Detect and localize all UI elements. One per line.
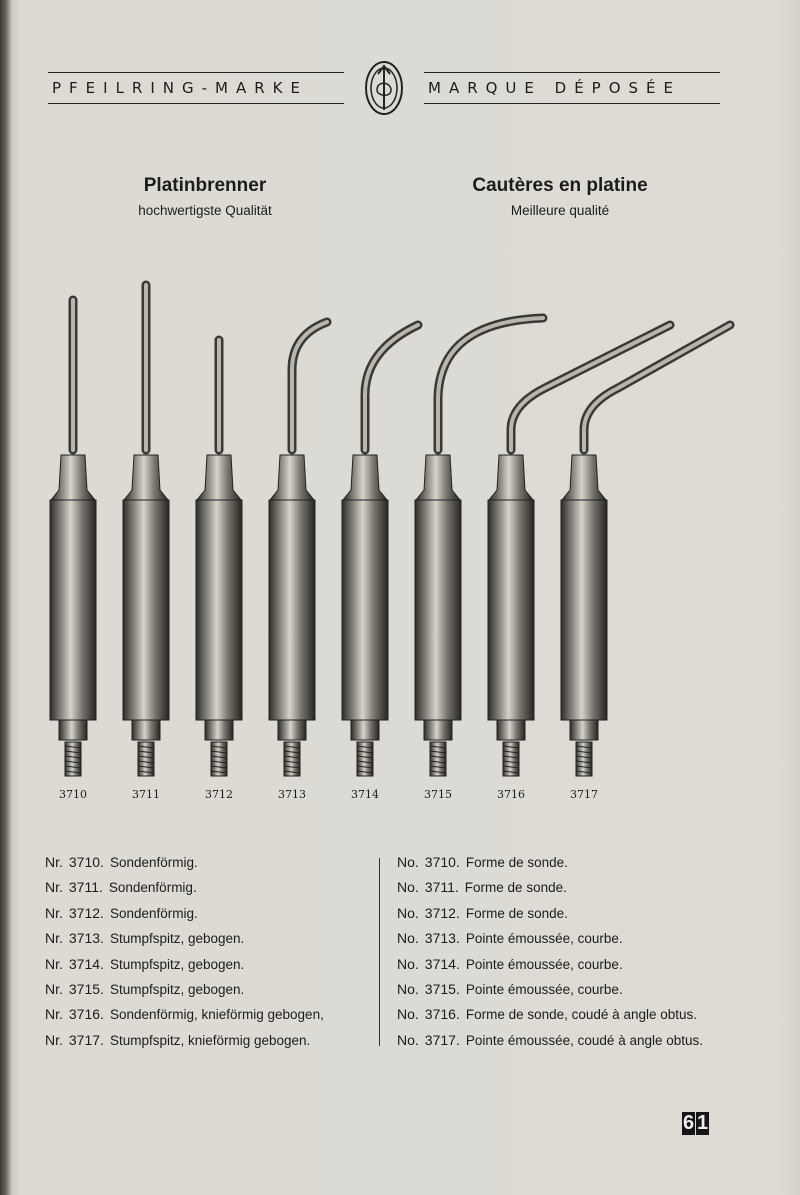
item-description: Stumpfspitz, gebogen. bbox=[109, 956, 245, 972]
title-french-sub: Meilleure qualité bbox=[510, 203, 610, 218]
item-number: 3717. bbox=[68, 1031, 104, 1048]
description-row bbox=[45, 928, 324, 953]
arrow-ring-emblem-icon bbox=[364, 60, 404, 116]
wire-tip bbox=[511, 325, 670, 450]
wire-tip bbox=[365, 325, 418, 450]
item-number: 3710. bbox=[424, 854, 460, 870]
instrument-handle bbox=[123, 500, 169, 720]
item-description: Stumpfspitz, gebogen. bbox=[109, 931, 245, 947]
instrument-number: 3717 bbox=[570, 788, 598, 801]
item-description: Stumpfspitz, knieförmig gebogen. bbox=[109, 1032, 311, 1048]
description-row bbox=[397, 1004, 703, 1029]
instrument-neck bbox=[570, 720, 598, 740]
title-german-sub: hochwertigste Qualität bbox=[138, 203, 272, 218]
item-number: 3713. bbox=[68, 930, 104, 947]
wire-tip-outline bbox=[292, 322, 327, 450]
title-french bbox=[430, 175, 690, 218]
item-prefix: No. bbox=[397, 1031, 419, 1048]
instrument-collar bbox=[51, 455, 95, 500]
page-number-digit: 1 bbox=[696, 1112, 709, 1134]
item-number: 3713. bbox=[424, 930, 460, 947]
item-description: Sondenförmig, knieförmig gebogen, bbox=[109, 1007, 324, 1023]
item-description: Forme de sonde, coudé à angle obtus. bbox=[465, 1007, 697, 1023]
title-german-main: Platinbrenner bbox=[143, 175, 267, 196]
item-description: Pointe émoussée, courbe. bbox=[465, 931, 623, 947]
instrument-collar bbox=[562, 455, 606, 500]
instrument-handle bbox=[561, 500, 607, 720]
header-right-band bbox=[424, 72, 720, 104]
header-right-text bbox=[424, 80, 720, 97]
instrument-number: 3712 bbox=[205, 788, 233, 801]
description-row bbox=[45, 1030, 324, 1055]
item-prefix: No. bbox=[397, 1006, 419, 1023]
description-row bbox=[45, 877, 324, 902]
instrument-collar bbox=[489, 455, 533, 500]
instrument-number: 3714 bbox=[351, 788, 379, 801]
instrument-neck bbox=[278, 720, 306, 740]
item-prefix: Nr. bbox=[45, 879, 63, 896]
instrument-collar bbox=[124, 455, 168, 500]
instrument-neck bbox=[497, 720, 525, 740]
wire-tip bbox=[584, 325, 730, 450]
page-number bbox=[682, 1112, 709, 1135]
page-number-digit: 6 bbox=[682, 1112, 695, 1134]
item-description: Sondenförmig. bbox=[108, 880, 197, 896]
item-number: 3711. bbox=[424, 879, 459, 896]
item-description: Forme de sonde. bbox=[465, 855, 568, 870]
description-row bbox=[45, 852, 324, 877]
item-number: 3717. bbox=[424, 1031, 460, 1048]
instrument-number: 3716 bbox=[497, 788, 525, 801]
item-prefix: No. bbox=[397, 879, 419, 896]
item-prefix: No. bbox=[397, 930, 419, 947]
item-description: Pointe émoussée, coudé à angle obtus. bbox=[465, 1032, 704, 1048]
item-description: Sondenförmig. bbox=[109, 855, 198, 870]
description-row bbox=[45, 903, 324, 928]
item-prefix: Nr. bbox=[45, 930, 63, 947]
item-prefix: Nr. bbox=[45, 904, 63, 921]
item-prefix: Nr. bbox=[45, 854, 63, 870]
header-lettering: PFEILRING-MARKE bbox=[52, 78, 308, 97]
instrument-handle bbox=[269, 500, 315, 720]
item-prefix: No. bbox=[397, 904, 419, 921]
item-number: 3715. bbox=[68, 980, 104, 997]
item-number: 3716. bbox=[424, 1006, 460, 1023]
item-prefix: No. bbox=[397, 854, 419, 870]
instrument-number: 3711 bbox=[132, 788, 160, 801]
header-left-text bbox=[48, 80, 344, 97]
item-number: 3714. bbox=[424, 955, 460, 972]
instrument-handle bbox=[196, 500, 242, 720]
instrument-neck bbox=[132, 720, 160, 740]
description-row bbox=[397, 979, 703, 1004]
item-prefix: Nr. bbox=[45, 1006, 63, 1023]
item-number: 3715. bbox=[424, 980, 460, 997]
item-number: 3711. bbox=[68, 879, 103, 896]
item-description: Pointe émoussée, courbe. bbox=[465, 981, 623, 997]
description-row bbox=[397, 903, 703, 928]
item-prefix: Nr. bbox=[45, 980, 63, 997]
instrument-collar bbox=[416, 455, 460, 500]
description-list-german bbox=[45, 852, 324, 1055]
description-row bbox=[397, 954, 703, 979]
description-row bbox=[397, 877, 703, 902]
item-number: 3710. bbox=[68, 854, 104, 870]
item-description: Forme de sonde. bbox=[464, 880, 567, 896]
item-prefix: Nr. bbox=[45, 955, 63, 972]
item-description: Stumpfspitz, gebogen. bbox=[109, 981, 245, 997]
description-row bbox=[45, 1004, 324, 1029]
instrument-neck bbox=[205, 720, 233, 740]
description-list-french bbox=[397, 852, 703, 1055]
instrument-handle bbox=[50, 500, 96, 720]
wire-tip bbox=[438, 318, 543, 450]
header-left-band bbox=[48, 72, 344, 104]
description-row bbox=[397, 1030, 703, 1055]
item-description: Forme de sonde. bbox=[465, 905, 568, 921]
item-number: 3716. bbox=[68, 1006, 104, 1023]
instrument-number: 3710 bbox=[59, 788, 87, 801]
instrument-handle bbox=[342, 500, 388, 720]
wire-tip-outline bbox=[511, 325, 670, 450]
item-description: Sondenförmig. bbox=[109, 905, 198, 921]
header-band bbox=[48, 60, 720, 116]
instrument-number: 3715 bbox=[424, 788, 452, 801]
title-french-main: Cautères en platine bbox=[472, 175, 648, 196]
column-divider bbox=[379, 858, 380, 1046]
header-lettering: MARQUE DÉPOSÉE bbox=[428, 78, 682, 97]
item-number: 3712. bbox=[424, 904, 460, 921]
item-prefix: No. bbox=[397, 955, 419, 972]
title-german bbox=[95, 175, 315, 218]
instrument-number: 3713 bbox=[278, 788, 306, 801]
instrument-collar bbox=[343, 455, 387, 500]
instrument-neck bbox=[424, 720, 452, 740]
wire-tip-outline bbox=[438, 318, 543, 450]
wire-tip-outline bbox=[584, 325, 730, 450]
instrument-collar bbox=[270, 455, 314, 500]
instrument-collar bbox=[197, 455, 241, 500]
instrument-neck bbox=[351, 720, 379, 740]
description-row bbox=[45, 979, 324, 1004]
item-prefix: Nr. bbox=[45, 1031, 63, 1048]
instrument-neck bbox=[59, 720, 87, 740]
instrument-handle bbox=[488, 500, 534, 720]
item-number: 3714. bbox=[68, 955, 104, 972]
instrument-illustration bbox=[0, 260, 800, 800]
instrument-handle bbox=[415, 500, 461, 720]
item-number: 3712. bbox=[68, 904, 104, 921]
description-row bbox=[397, 928, 703, 953]
item-prefix: No. bbox=[397, 980, 419, 997]
description-row bbox=[397, 852, 703, 877]
item-description: Pointe émoussée, courbe. bbox=[465, 956, 623, 972]
description-row bbox=[45, 954, 324, 979]
